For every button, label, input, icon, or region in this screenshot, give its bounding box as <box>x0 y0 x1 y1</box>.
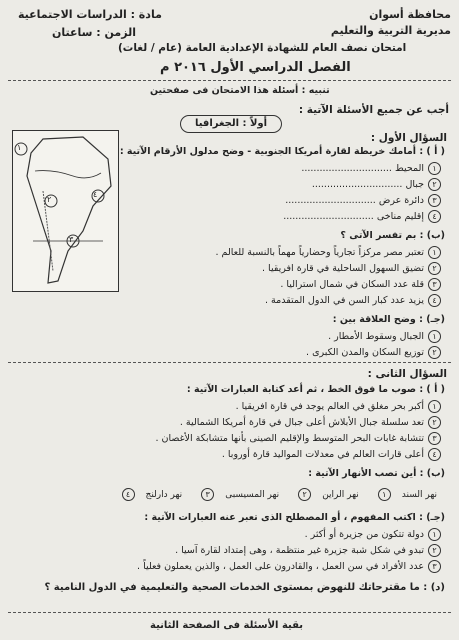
q1-b-title: (ب) : بم تفسر الآتى ؟ <box>340 230 445 241</box>
divider <box>8 80 451 81</box>
q1-title: السؤال الأول : <box>370 132 447 144</box>
instructions: أجب عن جميع الأسئلة الآتية : <box>298 104 449 116</box>
q1-a-item: ٤إقليم مناخى .............................. <box>283 210 441 223</box>
subject: مادة : الدراسات الاجتماعية <box>18 8 162 21</box>
q1-c-item: ٢توزيع السكان والمدن الكبرى . <box>306 346 441 359</box>
map-label-4: ٤ <box>93 190 98 199</box>
q2-c-item: ١دولة تتكون من جزيرة أو أكثر . <box>305 528 441 541</box>
map-label-2: ٢ <box>47 195 52 204</box>
q1-b-item: ٤يزيد عدد كبار السن في الدول المتقدمة . <box>265 294 441 307</box>
governorate: محافظة أسوان <box>369 8 451 21</box>
exam-title: امتحان نصف العام للشهادة الإعدادية العامة (عام / لغات) <box>118 42 407 54</box>
river-item: نهر دارلنج <box>145 490 183 500</box>
south-america-map <box>12 130 119 292</box>
q1-b-item: ٣قلة عدد السكان في شمال استراليا . <box>280 278 441 291</box>
section-title: أولاً : الجغرافيا <box>180 115 282 133</box>
q2-a-item: ٤أعلى قارات العالم في معدلات المواليد قارة أوروبا . <box>222 448 441 461</box>
q2-a-item: ٣تتشابة غابات البحر المتوسط والإقليم الصينى بأنها متشابكة الأغصان . <box>155 432 441 445</box>
note: تنبيه : أسئلة هذا الامتحان فى صفحتين <box>150 85 330 96</box>
q2-b-title: (ب) : أين تصب الأنهار الآتية : <box>308 468 445 479</box>
river-item: نهر المسيسبى <box>225 490 280 500</box>
q1-c-title: (جـ) : وضح العلاقة بين : <box>332 314 445 325</box>
q2-title: السؤال الثانى : <box>367 368 447 380</box>
q2-c-title: (جـ) : اكتب المفهوم ، أو المصطلح الذى تعبر عنه العبارات الآتية : <box>144 512 445 523</box>
divider <box>8 612 451 613</box>
q2-a-item: ٢تعد سلسلة جبال الأبلاش أعلى جبال في قارة أمريكا الشمالية . <box>180 416 441 429</box>
map-label-3: ٣ <box>69 235 74 244</box>
q2-d-title: (د) : ما مقترحاتك للنهوض بمستوى الخدمات الصحية والتعليمية في الدول النامية ؟ <box>44 582 445 593</box>
river-item: نهر السند <box>401 490 437 500</box>
q1-b-item: ٢تضيق السهول الساحلية في قارة افريقيا . <box>262 262 441 275</box>
footer-note: بقية الأسئلة فى الصفحة الثانية <box>150 620 304 631</box>
river-item: نهر الراين <box>322 490 359 500</box>
q2-a-title: ( أ ) : صوب ما فوق الخط ، ثم أعد كتابة العبارات الآتية : <box>186 384 445 395</box>
q1-a-item: ٣دائرة عرض .............................. <box>285 194 441 207</box>
q2-c-item: ٢تبدو في شكل شبة جزيرة غير منتظمة ، وهى إمتداد لقارة آسيا . <box>175 544 441 557</box>
q1-a-item: ٢جبال .............................. <box>312 178 441 191</box>
q1-a-title: ( أ ) : أمامك خريطة لقارة أمريكا الجنوبية - وضح مدلول الأرقام الآتية : <box>119 146 445 157</box>
directorate: مديرية التربية والتعليم <box>330 24 451 37</box>
q1-c-item: ١الجبال وسقوط الأمطار . <box>328 330 441 343</box>
term: الفصل الدراسي الأول ٢٠١٦ م <box>160 60 351 75</box>
q2-c-item: ٣عدد الأفراد في سن العمل ، والقادرون على العمل ، والذين يعملون فعلياً . <box>137 560 441 573</box>
q2-a-item: ١أكبر بحر مغلق في العالم يوجد في قارة افريقيا . <box>236 400 441 413</box>
time: الزمن : ساعتان <box>52 26 136 39</box>
map-label-1: ١ <box>17 143 22 152</box>
rivers-row: نهر السند ١ نهر الراين ٢ نهر المسيسبى ٣ نهر دارلنج ٤ <box>118 488 438 501</box>
q1-a-item: ١المحيط .............................. <box>301 162 441 175</box>
q1-b-item: ١تعتبر مصر مركزاً تجارياً وحضارياً مهماً بالنسبة للعالم . <box>215 246 441 259</box>
divider <box>8 362 451 363</box>
map-icon <box>13 131 118 291</box>
